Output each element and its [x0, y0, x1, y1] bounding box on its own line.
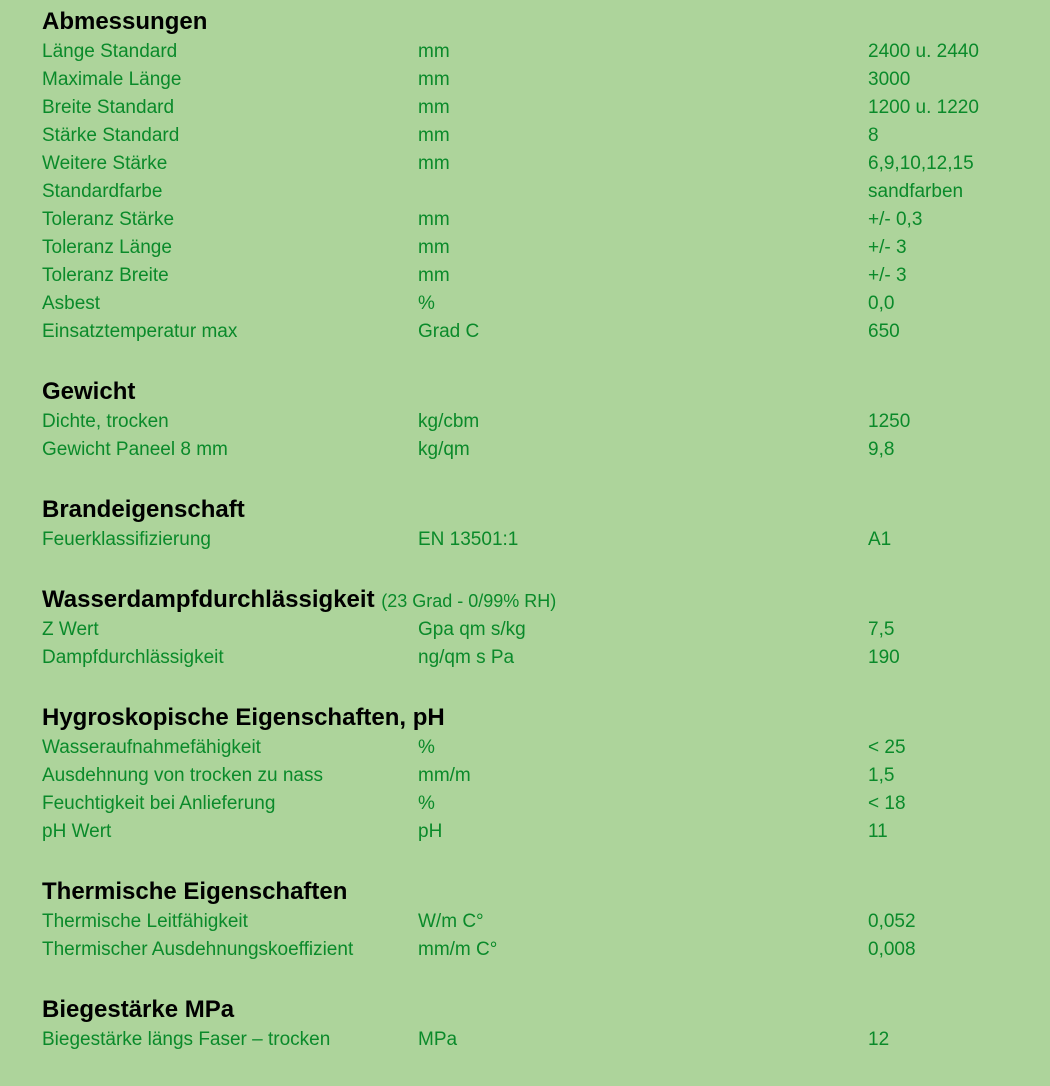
row-unit: W/m C° — [418, 911, 484, 932]
row-unit: Gpa qm s/kg — [418, 619, 526, 640]
row-value: 1,5 — [868, 765, 895, 786]
table-row — [42, 818, 1050, 846]
section-title: Gewicht — [42, 378, 136, 405]
row-value: 190 — [868, 647, 900, 668]
row-unit: MPa — [418, 1029, 458, 1050]
section-title: Brandeigenschaft — [42, 496, 245, 523]
row-value: 3000 — [868, 69, 911, 90]
row-value: 11 — [868, 821, 888, 842]
row-value: 9,8 — [868, 439, 895, 460]
row-unit: mm — [418, 125, 450, 146]
row-value: +/- 0,3 — [868, 209, 923, 230]
section-title — [42, 584, 1050, 616]
section-spacer — [0, 554, 1050, 584]
row-label: Dichte, trocken — [42, 411, 169, 432]
table-row — [42, 908, 1050, 936]
row-label: Asbest — [42, 293, 101, 314]
table-row — [42, 318, 1050, 346]
table-row — [42, 94, 1050, 122]
table-row — [42, 526, 1050, 554]
table-row — [42, 790, 1050, 818]
table-row — [42, 762, 1050, 790]
row-unit: mm/m — [418, 765, 471, 786]
section-gewicht — [42, 376, 1050, 464]
row-value: 0,052 — [868, 911, 916, 932]
table-row — [42, 1026, 1050, 1054]
row-unit: mm — [418, 209, 450, 230]
row-unit: Grad C — [418, 321, 480, 342]
row-unit: mm — [418, 237, 450, 258]
row-unit: pH — [418, 821, 443, 842]
row-unit: mm — [418, 97, 450, 118]
row-label: Thermischer Ausdehnungskoeffizient — [42, 939, 354, 960]
row-value: sandfarben — [868, 181, 964, 202]
row-label: Maximale Länge — [42, 69, 182, 90]
row-unit — [418, 178, 868, 206]
row-unit: EN 13501:1 — [418, 529, 519, 550]
row-value: 6,9,10,12,15 — [868, 153, 974, 174]
row-label: Z Wert — [42, 619, 99, 640]
row-label: Breite Standard — [42, 97, 175, 118]
row-value: +/- 3 — [868, 265, 907, 286]
table-row — [42, 178, 1050, 206]
section-title: Thermische Eigenschaften — [42, 878, 348, 905]
row-unit: % — [418, 293, 435, 314]
section-title: Hygroskopische Eigenschaften, pH — [42, 704, 445, 731]
row-label: Gewicht Paneel 8 mm — [42, 439, 228, 460]
row-value: 12 — [868, 1029, 890, 1050]
row-unit: kg/qm — [418, 439, 470, 460]
row-value: < 25 — [868, 737, 906, 758]
row-unit: mm — [418, 265, 450, 286]
row-unit: kg/cbm — [418, 411, 480, 432]
section-spacer — [0, 346, 1050, 376]
row-unit: mm — [418, 153, 450, 174]
section-title: Biegestärke MPa — [42, 996, 235, 1023]
row-label: Thermische Leitfähigkeit — [42, 911, 248, 932]
table-row — [42, 206, 1050, 234]
row-label: Feuchtigkeit bei Anlieferung — [42, 793, 276, 814]
row-value: 650 — [868, 321, 900, 342]
table-row — [42, 38, 1050, 66]
row-unit: % — [418, 737, 435, 758]
row-value: 0,008 — [868, 939, 916, 960]
table-row — [42, 644, 1050, 672]
row-label: Dampfdurchlässigkeit — [42, 647, 224, 668]
row-unit: % — [418, 793, 435, 814]
table-row — [42, 734, 1050, 762]
section-abmessungen — [42, 6, 1050, 346]
row-unit: ng/qm s Pa — [418, 647, 515, 668]
row-label: Länge Standard — [42, 41, 178, 62]
table-row — [42, 436, 1050, 464]
row-unit: mm — [418, 41, 450, 62]
row-label: Stärke Standard — [42, 125, 180, 146]
section-wasserdampfdurchlaessigkeit — [42, 584, 1050, 672]
table-row — [42, 150, 1050, 178]
section-biegestaerke — [42, 994, 1050, 1054]
section-spacer — [0, 672, 1050, 702]
row-label: pH Wert — [42, 821, 112, 842]
table-row — [42, 936, 1050, 964]
section-thermische-eigenschaften — [42, 876, 1050, 964]
row-value: 0,0 — [868, 293, 895, 314]
section-spacer — [0, 964, 1050, 994]
row-unit: mm/m C° — [418, 939, 498, 960]
table-row — [42, 408, 1050, 436]
section-brandeigenschaft — [42, 494, 1050, 554]
table-row — [42, 234, 1050, 262]
row-label: Toleranz Länge — [42, 237, 172, 258]
row-value: 8 — [868, 125, 879, 146]
section-title: Abmessungen — [42, 8, 208, 35]
row-label: Toleranz Stärke — [42, 209, 175, 230]
row-value: A1 — [868, 529, 892, 550]
row-value: 7,5 — [868, 619, 895, 640]
section-title-text: Wasserdampfdurchlässigkeit — [42, 586, 375, 613]
row-value: 1250 — [868, 411, 911, 432]
row-label: Weitere Stärke — [42, 153, 168, 174]
row-label: Toleranz Breite — [42, 265, 169, 286]
table-row — [42, 122, 1050, 150]
row-value: 2400 u. 2440 — [868, 41, 979, 62]
section-note: (23 Grad - 0/99% RH) — [381, 591, 557, 611]
table-row — [42, 616, 1050, 644]
row-label: Ausdehnung von trocken zu nass — [42, 765, 323, 786]
row-label: Standardfarbe — [42, 181, 163, 202]
row-label: Einsatztemperatur max — [42, 321, 238, 342]
row-unit: mm — [418, 69, 450, 90]
row-value: < 18 — [868, 793, 906, 814]
row-label: Feuerklassifizierung — [42, 529, 211, 550]
section-spacer — [0, 846, 1050, 876]
table-row — [42, 290, 1050, 318]
section-hygroskopische-eigenschaften — [42, 702, 1050, 846]
row-value: +/- 3 — [868, 237, 907, 258]
table-row — [42, 262, 1050, 290]
row-value: 1200 u. 1220 — [868, 97, 979, 118]
row-label: Biegestärke längs Faser – trocken — [42, 1029, 331, 1050]
section-spacer — [0, 464, 1050, 494]
table-row — [42, 66, 1050, 94]
row-label: Wasseraufnahmefähigkeit — [42, 737, 261, 758]
